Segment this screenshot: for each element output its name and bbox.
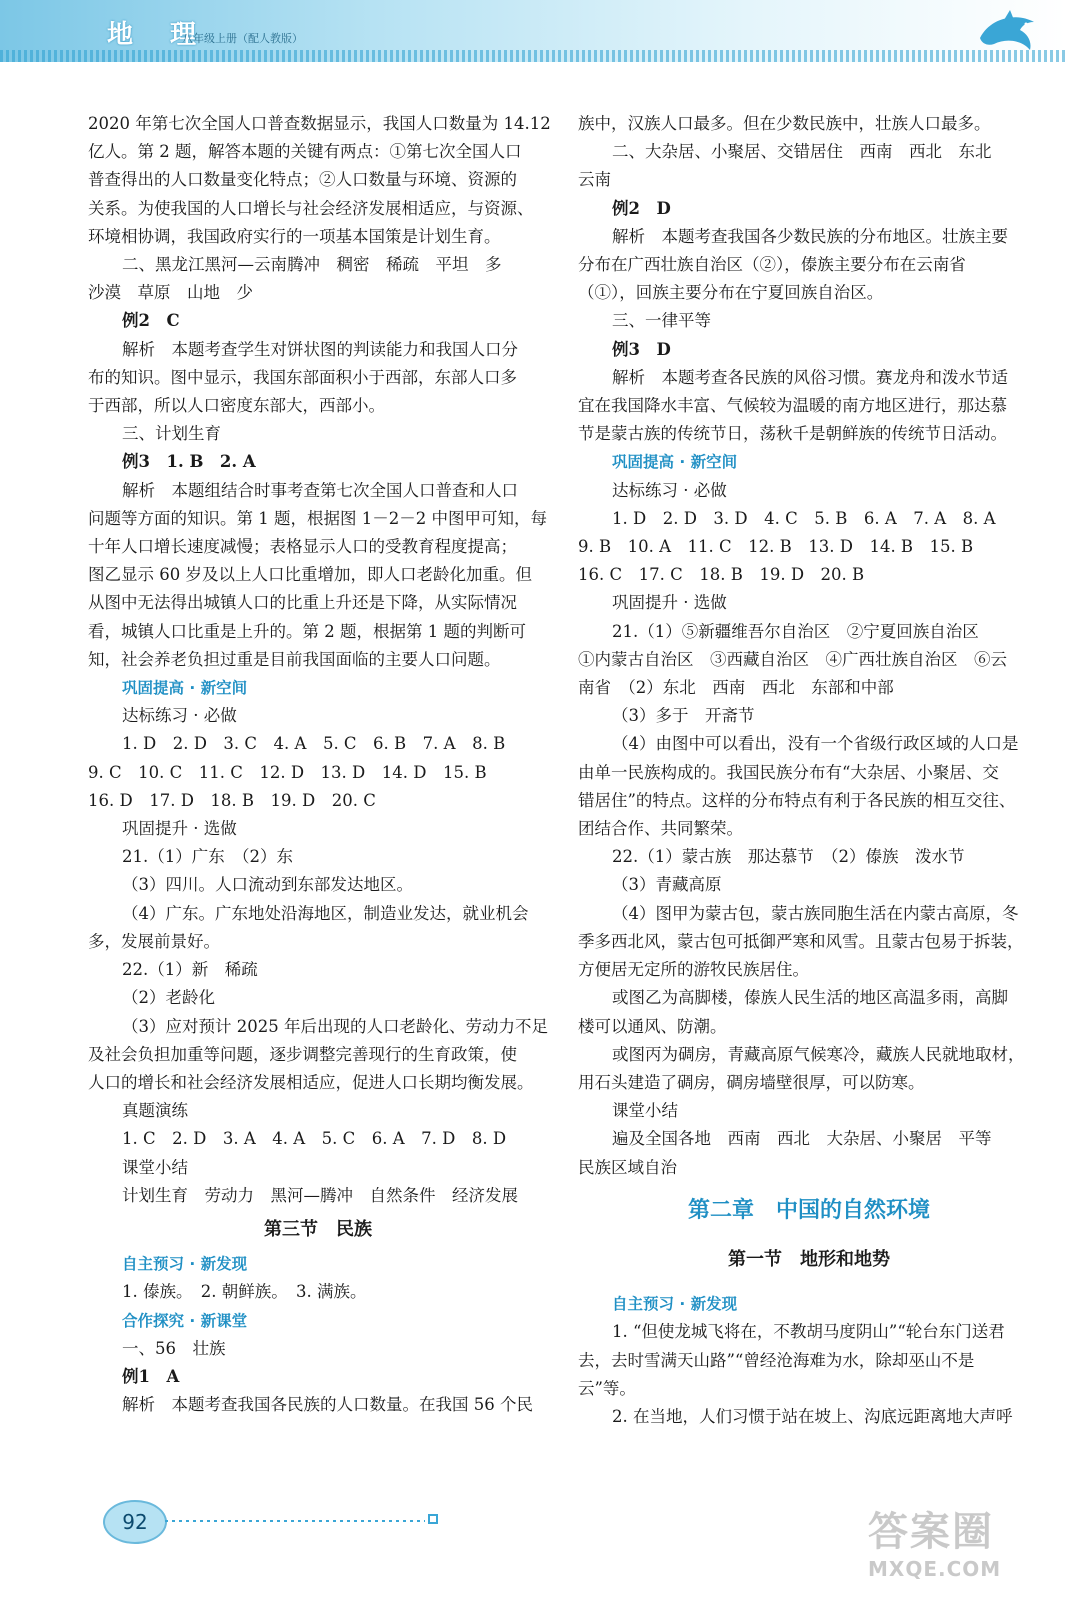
- text-line: ①内蒙古自治区 ③西藏自治区 ④广西壮族自治区 ⑥云: [578, 649, 1007, 669]
- text-line: 22.（1）蒙古族 那达慕节 （2）傣族 泼水节: [612, 847, 965, 867]
- text-line: （3）青藏高原: [612, 875, 722, 895]
- text-line: 季多西北风，蒙古包可抵御严寒和风雪。且蒙古包易于拆装，: [578, 931, 1024, 951]
- text-line: 9. B 10. A 11. C 12. B 13. D 14. B 15. B: [578, 537, 974, 557]
- text-line: 布的知识。图中显示，我国东部面积小于西部，东部人口多: [88, 367, 517, 387]
- text-line: 例1 A: [122, 1366, 180, 1386]
- text-line: 节是蒙古族的传统节日，荡秋千是朝鲜族的传统节日活动。: [578, 424, 1007, 444]
- text-line: 普查得出的人口数量变化特点；②人口数量与环境、资源的: [88, 170, 517, 190]
- section-banner: 巩固提高 · 新空间: [122, 679, 248, 698]
- text-line: 二、大杂居、小聚居、交错居住 西南 西北 东北: [612, 142, 992, 162]
- text-line: 1. “但使龙城飞将在，不教胡马度阴山”“轮台东门送君: [612, 1322, 1005, 1342]
- text-line: 巩固提升 · 选做: [612, 593, 727, 613]
- text-line: 错居住”的特点。这样的分布特点有利于各民族的相互交往、: [578, 790, 1016, 810]
- text-line: 解析 本题考查我国各少数民族的分布地区。壮族主要: [612, 226, 1008, 246]
- text-line: 方便居无定所的游牧民族居住。: [578, 960, 809, 980]
- text-line: （4）由图中可以看出，没有一个省级行政区域的人口是: [612, 734, 1019, 754]
- text-line: 十年人口增长速度减慢；表格显示人口的受教育程度提高；: [88, 537, 517, 557]
- text-line: 南省 （2）东北 西南 西北 东部和中部: [578, 678, 894, 698]
- watermark-logo-text: 答案圈: [868, 1509, 994, 1555]
- text-line: 从图中无法得出城镇人口的比重上升还是下降，从实际情况: [88, 593, 517, 613]
- section-banner: 自主预习 · 新发现: [612, 1295, 738, 1314]
- text-line: 三、一律平等: [612, 311, 711, 331]
- text-line: 云南: [578, 170, 611, 190]
- footer-dotted-line: [165, 1520, 425, 1522]
- watermark-url: MXQE.COM: [868, 1557, 1002, 1581]
- text-line: 亿人。第 2 题，解答本题的关键有两点：①第七次全国人口: [88, 142, 522, 162]
- text-line: 解析 本题考查学生对饼状图的判读能力和我国人口分: [122, 339, 518, 359]
- spacer: [578, 1280, 1040, 1290]
- text-line: 楼可以通风、防潮。: [578, 1016, 727, 1036]
- text-line: 分布在广西壮族自治区（②），傣族主要分布在云南省: [578, 255, 966, 275]
- text-line: 环境相协调，我国政府实行的一项基本国策是计划生育。: [88, 226, 501, 246]
- text-line: （2）老龄化: [122, 988, 215, 1008]
- text-line: 由单一民族构成的。我国民族分布有“大杂居、小聚居、交: [578, 762, 999, 782]
- text-line: 例3 D: [612, 339, 671, 359]
- text-line: 16. D 17. D 18. B 19. D 20. C: [88, 790, 376, 810]
- right-column: [578, 110, 1040, 1431]
- watermark: [868, 1500, 1048, 1590]
- text-line: 9. C 10. C 11. C 12. D 13. D 14. D 15. B: [88, 762, 487, 782]
- text-line: 21.（1）⑤新疆维吾尔自治区 ②宁夏回族自治区: [612, 621, 979, 641]
- text-line: 1. D 2. D 3. D 4. C 5. B 6. A 7. A 8. A: [612, 508, 996, 528]
- chapter-title: 第二章 中国的自然环境: [687, 1196, 930, 1223]
- text-line: 1. C 2. D 3. A 4. A 5. C 6. A 7. D 8. D: [122, 1129, 507, 1149]
- text-line: （4）图甲为蒙古包，蒙古族同胞生活在内蒙古高原，冬: [612, 903, 1019, 923]
- text-line: 解析 本题考查我国各民族的人口数量。在我国 56 个民: [122, 1395, 533, 1415]
- section-banner: 合作探究 · 新课堂: [122, 1311, 248, 1330]
- text-line: 真题演练: [122, 1101, 188, 1121]
- text-line: 例2 C: [122, 311, 180, 331]
- section-banner: 自主预习 · 新发现: [122, 1255, 248, 1274]
- text-line: 例3 1. B 2. A: [122, 452, 256, 472]
- section-title: 第三节 民族: [264, 1218, 372, 1240]
- text-line: 计划生育 劳动力 黑河—腾冲 自然条件 经济发展: [122, 1185, 518, 1205]
- text-line: 遍及全国各地 西南 西北 大杂居、小聚居 平等: [612, 1129, 992, 1149]
- grade-label: 八年级上册（配人教版）: [182, 32, 303, 45]
- text-line: 云”等。: [578, 1378, 636, 1398]
- text-line: 关系。为使我国的人口增长与社会经济发展相适应，与资源、: [88, 198, 534, 218]
- left-column: [88, 110, 551, 1419]
- text-line: 团结合作、共同繁荣。: [578, 819, 743, 839]
- page-number: 92: [103, 1500, 167, 1544]
- text-line: 巩固提升 · 选做: [122, 819, 237, 839]
- text-line: 去，去时雪满天山路”“曾经沧海难为水，除却巫山不是: [578, 1350, 975, 1370]
- text-line: 16. C 17. C 18. B 19. D 20. B: [578, 565, 865, 585]
- text-line: 22.（1）新 稀疏: [122, 960, 258, 980]
- text-line: 或图丙为碉房，青藏高原气候寒冷，藏族人民就地取材，: [612, 1044, 1025, 1064]
- section-banner: 巩固提高 · 新空间: [612, 453, 738, 472]
- text-line: 1. D 2. D 3. C 4. A 5. C 6. B 7. A 8. B: [122, 734, 506, 754]
- text-line: 或图乙为高脚楼，傣族人民生活的地区高温多雨，高脚: [612, 988, 1008, 1008]
- text-line: 课堂小结: [122, 1157, 188, 1177]
- text-line: 达标练习 · 必做: [122, 706, 237, 726]
- subject-title: 地 理: [107, 20, 211, 50]
- section-title: 第一节 地形和地势: [728, 1248, 890, 1270]
- text-line: 族中，汉族人口最多。但在少数民族中，壮族人口最多。: [578, 114, 991, 133]
- text-line: 例2 D: [612, 198, 671, 218]
- text-line: （①），回族主要分布在宁夏回族自治区。: [578, 283, 884, 303]
- text-line: 图乙显示 60 岁及以上人口比重增加，即人口老龄化加重。但: [88, 565, 532, 585]
- text-line: 及社会负担加重等问题，逐步调整完善现行的生育政策，使: [88, 1044, 517, 1064]
- text-line: 解析 本题组结合时事考查第七次全国人口普查和人口: [122, 480, 518, 500]
- text-line: 2. 在当地，人们习惯于站在坡上、沟底远距离地大声呼: [612, 1406, 1013, 1426]
- text-line: 1. 傣族。 2. 朝鲜族。 3. 满族。: [122, 1282, 367, 1302]
- text-line: 解析 本题考查各民族的风俗习惯。赛龙舟和泼水节适: [612, 367, 1008, 387]
- text-line: 问题等方面的知识。第 1 题，根据图 1－2－2 中图甲可知，每: [88, 508, 547, 528]
- text-line: 用石头建造了碉房，碉房墙壁很厚，可以防寒。: [578, 1072, 925, 1092]
- text-line: （3）多于 开斋节: [612, 706, 755, 726]
- text-line: 人口的增长和社会经济发展相适应，促进人口长期均衡发展。: [88, 1072, 534, 1092]
- text-line: 宜在我国降水丰富、气候较为温暖的南方地区进行，那达慕: [578, 396, 1007, 416]
- text-line: 于西部，所以人口密度东部大，西部小。: [88, 396, 385, 416]
- page-header: [0, 0, 1066, 62]
- text-line: 民族区域自治: [578, 1157, 677, 1177]
- text-line: 课堂小结: [612, 1101, 678, 1121]
- text-line: 看，城镇人口比重是上升的。第 2 题，根据第 1 题的判断可: [88, 621, 526, 641]
- text-line: 达标练习 · 必做: [612, 480, 727, 500]
- text-line: （3）四川。人口流动到东部发达地区。: [122, 875, 413, 895]
- text-line: 知，社会养老负担过重是目前我国面临的主要人口问题。: [88, 649, 501, 669]
- dolphin-logo-icon: [976, 8, 1040, 56]
- text-line: 21.（1）广东 （2）东: [122, 847, 293, 867]
- footer-square-icon: [428, 1514, 438, 1524]
- text-line: 2020 年第七次全国人口普查数据显示，我国人口数量为 14.12: [88, 114, 551, 133]
- text-line: 三、计划生育: [122, 424, 221, 444]
- header-stripes: [0, 50, 1066, 62]
- text-line: 二、黑龙江黑河—云南腾冲 稠密 稀疏 平坦 多: [122, 255, 502, 275]
- text-line: （4）广东。广东地处沿海地区，制造业发达，就业机会: [122, 903, 529, 923]
- text-line: （3）应对预计 2025 年后出现的人口老龄化、劳动力不足: [122, 1016, 548, 1036]
- text-line: 一、56 壮族: [122, 1338, 226, 1358]
- text-line: 沙漠 草原 山地 少: [88, 283, 253, 303]
- text-line: 多，发展前景好。: [88, 931, 220, 951]
